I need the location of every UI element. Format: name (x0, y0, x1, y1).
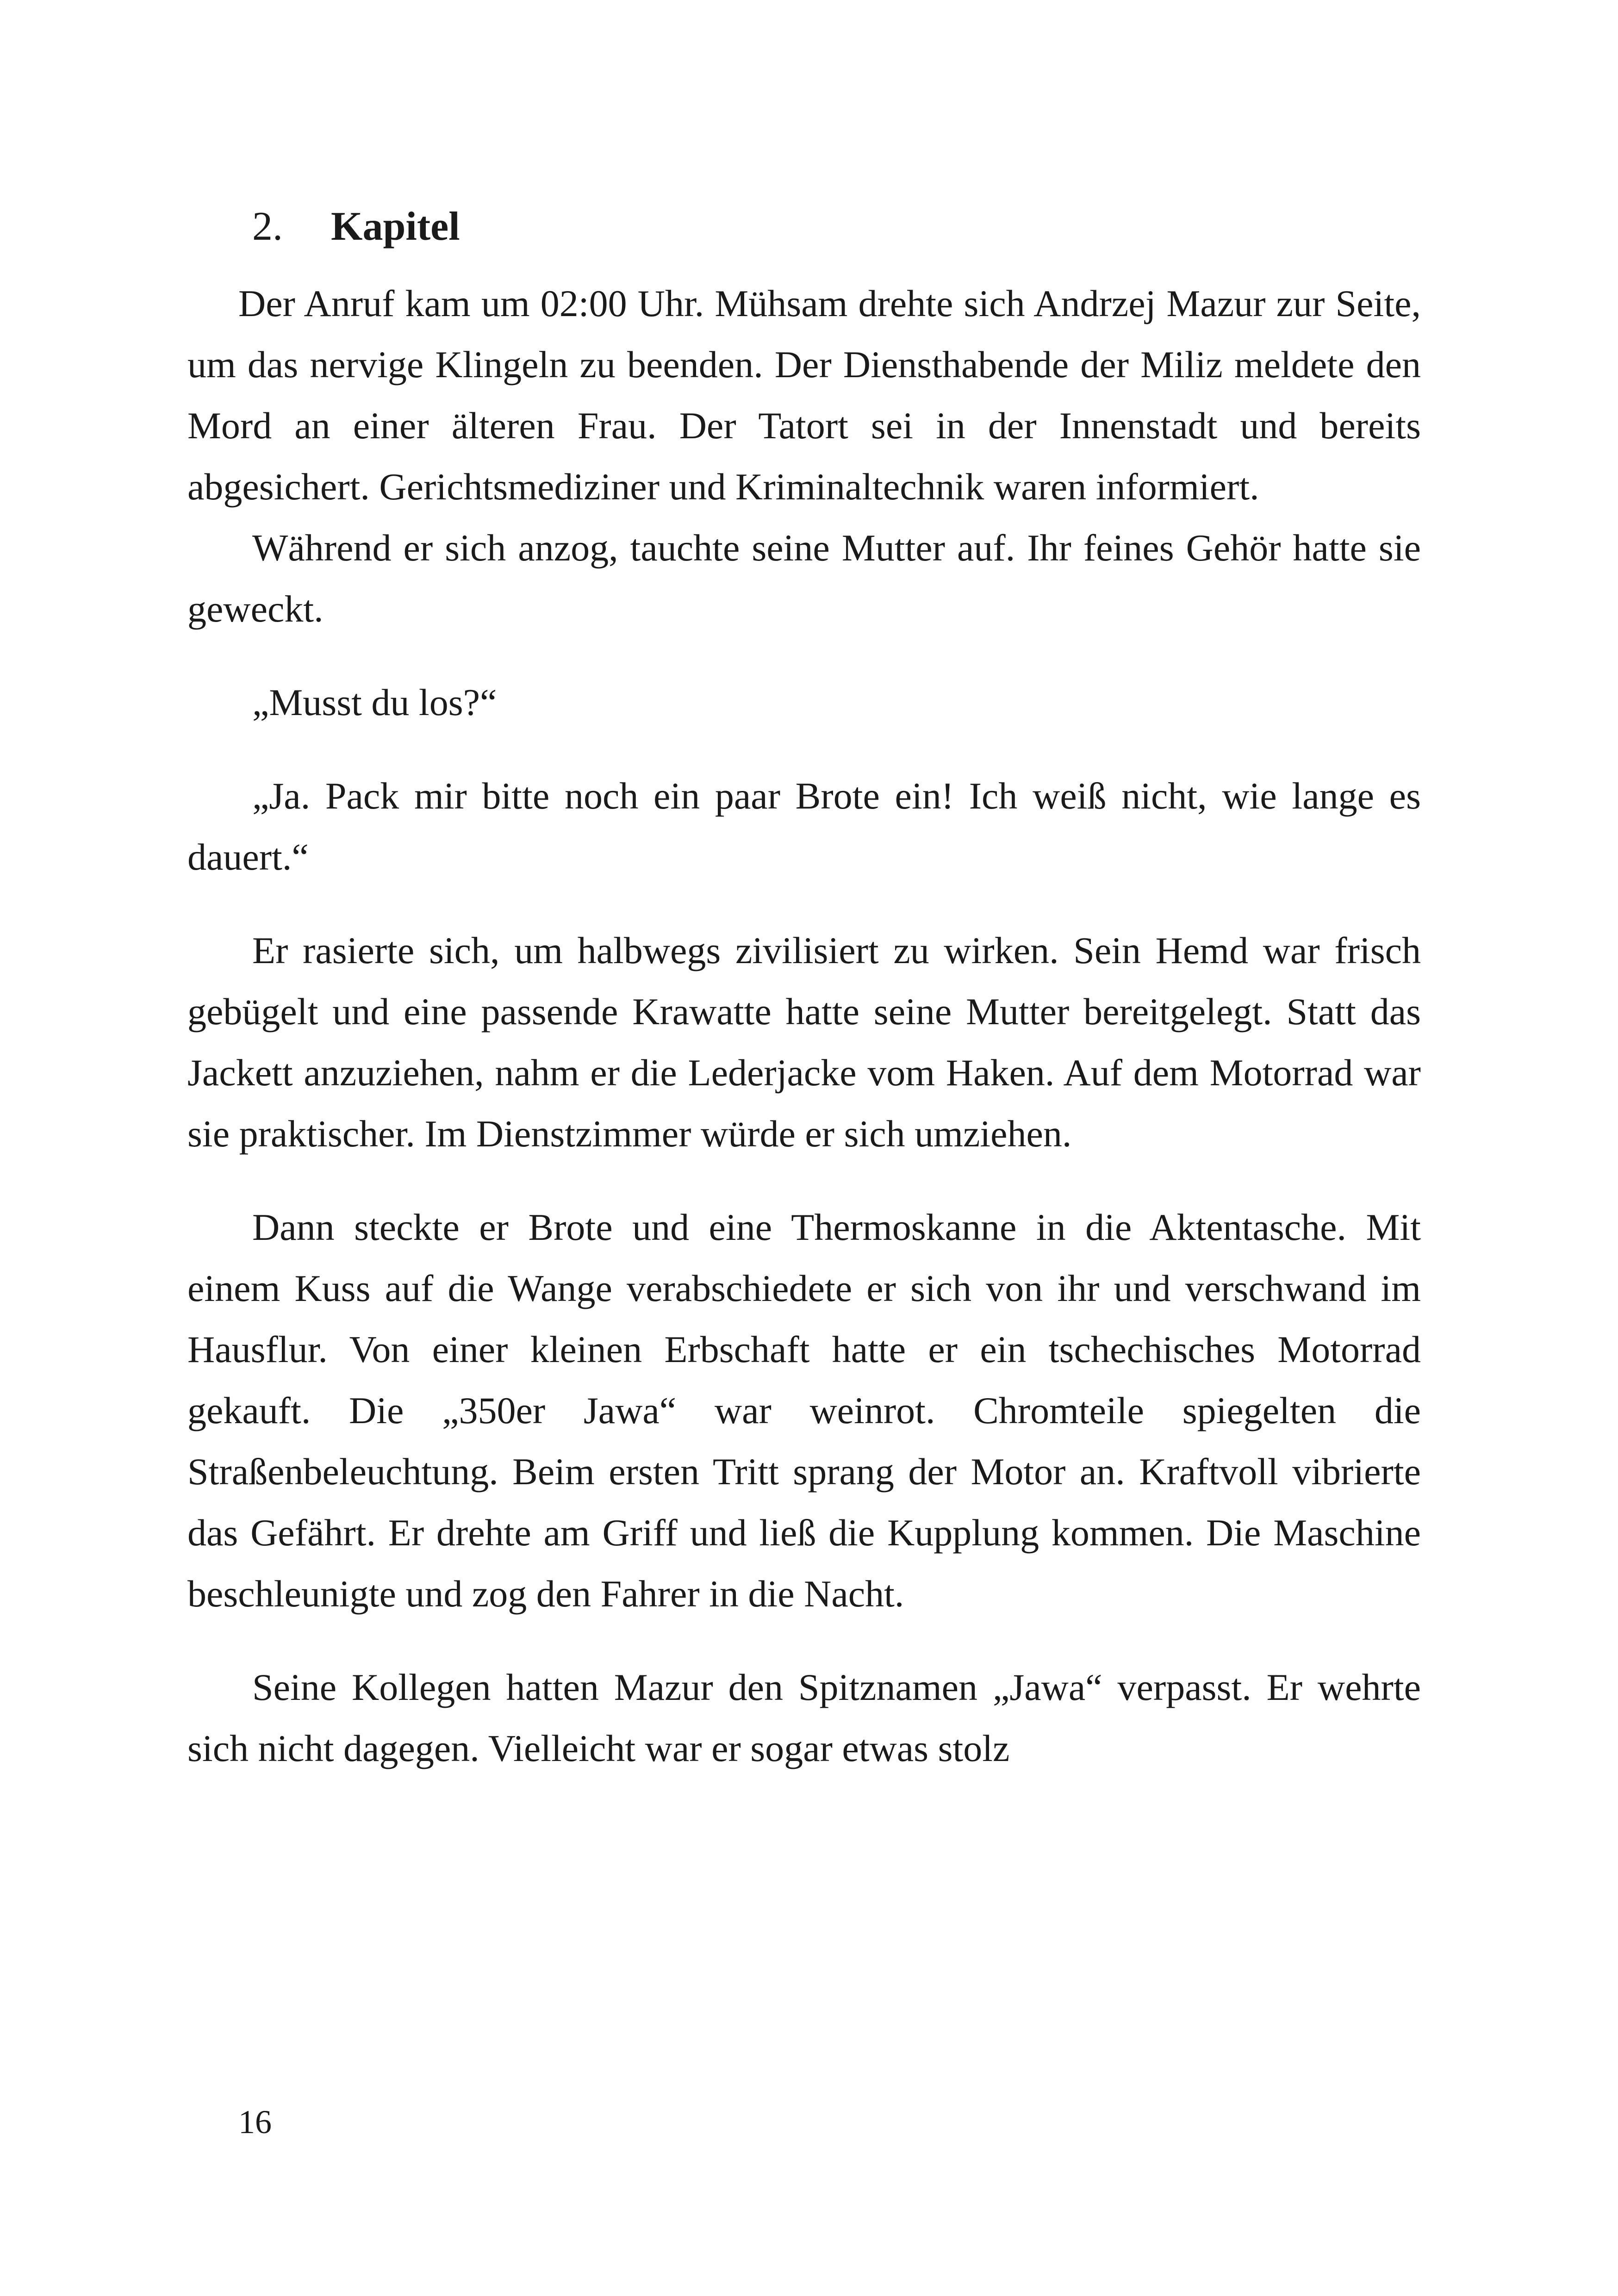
chapter-number: 2. (252, 204, 283, 249)
paragraph-3: „Musst du los?“ (252, 681, 497, 723)
paragraph-1: Der Anruf kam um 02:00 Uhr. Mühsam drehte sich Andrzej Mazur zur Seite, um das nervige Klingeln zu beenden. Der Diensthabende der Miliz meldete den Mord an einer älteren Frau. Der Tatort sei in der Innenstadt und bereits abgesichert. Gerichtsmediziner und Kriminaltechnik waren informiert. (187, 282, 1421, 508)
chapter-title: Kapitel (331, 204, 460, 249)
paragraph-6: Dann steckte er Brote und eine Thermoskanne in die Aktentasche. Mit einem Kuss auf die Wange verabschiedete er sich von ihr und verschwand im Hausflur. Von einer kleinen Erbschaft hatte er ein tschechisches Motorrad gekauft. Die „350er Jawa“ war weinrot. Chromteile spiegelten die Straßenbeleuchtung. Beim ersten Tritt sprang der Motor an. Kraftvoll vibrierte das Gefährt. Er drehte am Griff und ließ die Kupplung kommen. Die Maschine beschleunigte und zog den Fahrer in die Nacht. (187, 1206, 1421, 1615)
paragraph-2: Während er sich anzog, tauchte seine Mutter auf. Ihr feines Gehör hatte sie geweckt. (187, 527, 1421, 630)
paragraph-7: Seine Kollegen hatten Mazur den Spitznamen „Jawa“ verpasst. Er wehrte sich nicht dagegen. Vielleicht war er sogar etwas stolz (187, 1666, 1421, 1769)
chapter-heading (187, 194, 1421, 259)
text-block (187, 194, 1421, 1779)
paragraph-5: Er rasierte sich, um halbwegs zivilisiert zu wirken. Sein Hemd war frisch gebügelt und eine passende Krawatte hatte seine Mutter bereitgelegt. Statt das Jackett anzuziehen, nahm er die Lederjacke vom Haken. Auf dem Motorrad war sie praktischer. Im Dienstzimmer würde er sich umziehen. (187, 929, 1421, 1155)
paragraph-4: „Ja. Pack mir bitte noch ein paar Brote ein! Ich weiß nicht, wie lange es dauert.“ (187, 775, 1421, 878)
page-number: 16 (238, 2103, 272, 2140)
